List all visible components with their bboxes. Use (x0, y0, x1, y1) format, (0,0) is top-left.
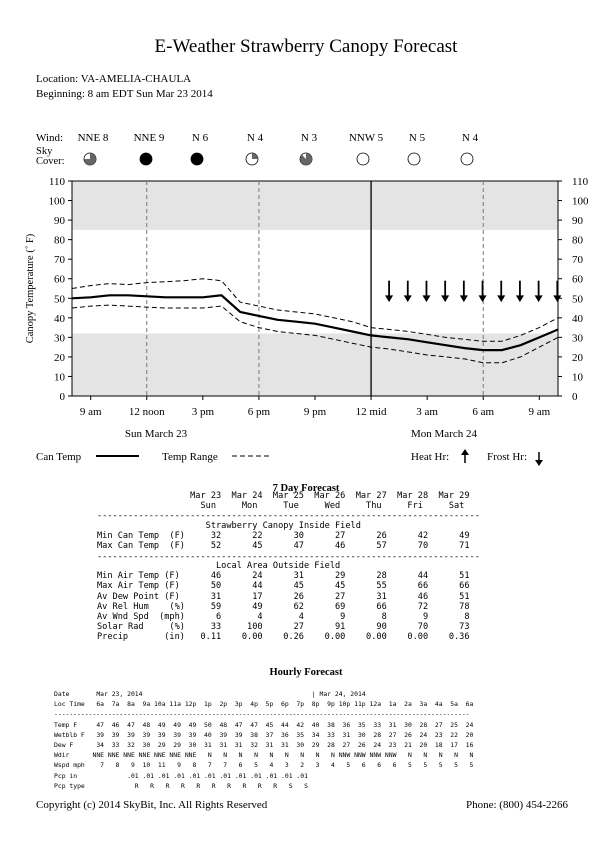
frost-arrow-head (422, 295, 430, 302)
wind-value: N 4 (461, 132, 479, 144)
frost-arrow-head (441, 295, 449, 302)
frost-arrow-head (516, 295, 524, 302)
x-tick-label: 6 pm (247, 406, 271, 418)
page-title: E-Weather Strawberry Canopy Forecast (154, 36, 458, 57)
y-tick-label-right: 100 (572, 195, 589, 208)
y-tick-label-right: 90 (572, 215, 583, 228)
seven-day-local-area-section: Local Area Outside Field Min Air Temp (F) 46 24 31 29 28 44 51 Max Air Temp (F) 50 44 45 45 55 66 66 Av Dew Point (F) 31 17 26 27 31 46 51 Av Rel Hum (%) 59 49 62 69 66 72 78 Av Wnd Spd (mph) 6 4 4 9 8 9 8 Solar Rad (%) 33 100 27 91 90 70 73 Precip (in) 0.11 0.00 0.26 0.00 0.00 0.00 0.36 (97, 561, 470, 643)
legend-heat-label: Heat Hr: (411, 451, 450, 463)
location-label: Location: VA-AMELIA-CHAULA (36, 73, 192, 85)
sky-cover-clear-icon (357, 153, 369, 165)
y-tick-label-right: 10 (572, 371, 583, 384)
phone-text: Phone: (800) 454-2266 (466, 799, 569, 811)
y-tick-label-left: 30 (54, 332, 65, 345)
y-tick-label-left: 20 (54, 351, 65, 364)
x-tick-label: 12 mid (355, 406, 387, 418)
cover-label: Cover: (36, 156, 65, 167)
sky-cover-clear-icon (408, 153, 420, 165)
y-tick-label-left: 90 (54, 215, 65, 228)
wind-value: N 4 (246, 132, 264, 144)
y-axis-label: Canopy Temperature (˚ F) (25, 233, 36, 344)
seven-day-canopy-section: Strawberry Canopy Inside Field Min Can Temp (F) 32 22 30 27 26 42 49 Max Can Temp (F) 52 45 47 46 57 70 71 -------------------------------------------------------------------------- (97, 521, 480, 562)
x-tick-label: 12 noon (128, 406, 165, 418)
wind-value: N 3 (300, 132, 318, 144)
day-label-mon: Mon March 24 (411, 428, 477, 440)
sky-cover-clear-icon (461, 153, 473, 165)
legend-frost-label: Frost Hr: (487, 451, 528, 463)
y-tick-label-right: 80 (572, 234, 583, 247)
frost-arrow-head (497, 295, 505, 302)
y-tick-label-right: 0 (572, 391, 578, 403)
legend-temp-range-label: Temp Range (162, 451, 218, 463)
day-label-sun: Sun March 23 (124, 428, 188, 440)
sky-cover-fill (252, 153, 258, 159)
x-tick-label: 3 am (416, 406, 439, 418)
frost-arrow-head (385, 295, 393, 302)
shaded-band-1 (72, 181, 558, 230)
shaded-band-0 (72, 333, 558, 396)
y-tick-label-left: 50 (54, 293, 65, 306)
y-tick-label-left: 10 (54, 371, 65, 384)
wind-value: N 6 (191, 132, 209, 144)
copyright-text: Copyright (c) 2014 SkyBit, Inc. All Rights Reserved (36, 799, 268, 811)
sky-cover-fill (140, 153, 152, 165)
wind-value: NNW 5 (348, 132, 384, 144)
beginning-label: Beginning: 8 am EDT Sun Mar 23 2014 (36, 88, 213, 100)
seven-day-header: Mar 23 Mar 24 Mar 25 Mar 26 Mar 27 Mar 28 Mar 29 Sun Mon Tue Wed Thu Fri Sat -------------------------------------------------------------------------- (97, 491, 480, 522)
sky-cover-fill (191, 153, 203, 165)
y-tick-label-right: 20 (572, 351, 583, 364)
y-tick-label-right: 30 (572, 332, 583, 345)
y-tick-label-left: 100 (48, 195, 65, 208)
frost-arrow-icon (535, 460, 543, 466)
sky-label: Sky (36, 146, 53, 157)
y-tick-label-left: 40 (54, 312, 65, 325)
frost-arrow-head (479, 295, 487, 302)
wind-value: NNE 8 (77, 132, 109, 144)
x-tick-label: 9 pm (303, 406, 327, 418)
frost-arrow-head (460, 295, 468, 302)
frost-arrow-head (535, 295, 543, 302)
x-tick-label: 9 am (79, 406, 102, 418)
wind-label: Wind: (36, 132, 64, 144)
y-tick-label-right: 50 (572, 293, 583, 306)
y-tick-label-left: 70 (54, 254, 65, 267)
wind-value: N 5 (408, 132, 426, 144)
x-tick-label: 3 pm (191, 406, 215, 418)
temp-range-upper-line (72, 279, 558, 342)
heat-arrow-icon (461, 449, 469, 455)
frost-arrow-head (404, 295, 412, 302)
y-tick-label-right: 40 (572, 312, 583, 325)
y-tick-label-right: 70 (572, 254, 583, 267)
y-tick-label-right: 110 (572, 176, 589, 188)
y-tick-label-left: 60 (54, 273, 65, 286)
x-tick-label: 9 am (528, 406, 551, 418)
seven-day-title: 7 Day Forecast (272, 483, 340, 494)
hourly-table: Date Mar 23, 2014 | Mar 24, 2014 Loc Time 6a 7a 8a 9a 10a 11a 12p 1p 2p 3p 4p 5p 6p 7p 8p 9p 10p 11p 12a 1a 2a 3a 4a 5a 6a ------------------------------------------------------------------------------------------------------------ Temp F 47 46 47 48 49 49 49 50 48 47 47 45 44 42 40 38 36 35 33 31 30 28 27 25 24 Wetblb F 39 39 39 39 39 39 39 40 39 39 38 37 36 35 34 33 31 30 28 27 26 24 23 22 20 Dew F 34 33 32 30 29 29 30 31 31 31 32 31 31 30 29 28 27 26 24 23 21 20 18 17 16 Wdir NNE NNE NNE NNE NNE NNE NNE N N N N N N N N N NNW NNW NNW NNW N N N N N Wspd mph 7 8 9 10 11 9 8 7 7 6 5 4 3 2 3 4 5 6 6 6 5 5 5 5 5 Pcp in .01 .01 .01 .01 .01 .01 .01 .01 .01 .01 .01 .01 Pcp type R R R R R R R R R R S S (54, 690, 474, 790)
y-tick-label-right: 60 (572, 273, 583, 286)
x-tick-label: 6 am (472, 406, 495, 418)
wind-value: NNE 9 (133, 132, 165, 144)
legend-can-temp-label: Can Temp (36, 451, 82, 463)
y-tick-label-left: 110 (48, 176, 65, 188)
y-tick-label-left: 80 (54, 234, 65, 247)
hourly-title: Hourly Forecast (269, 667, 343, 678)
y-tick-label-left: 0 (59, 391, 65, 403)
